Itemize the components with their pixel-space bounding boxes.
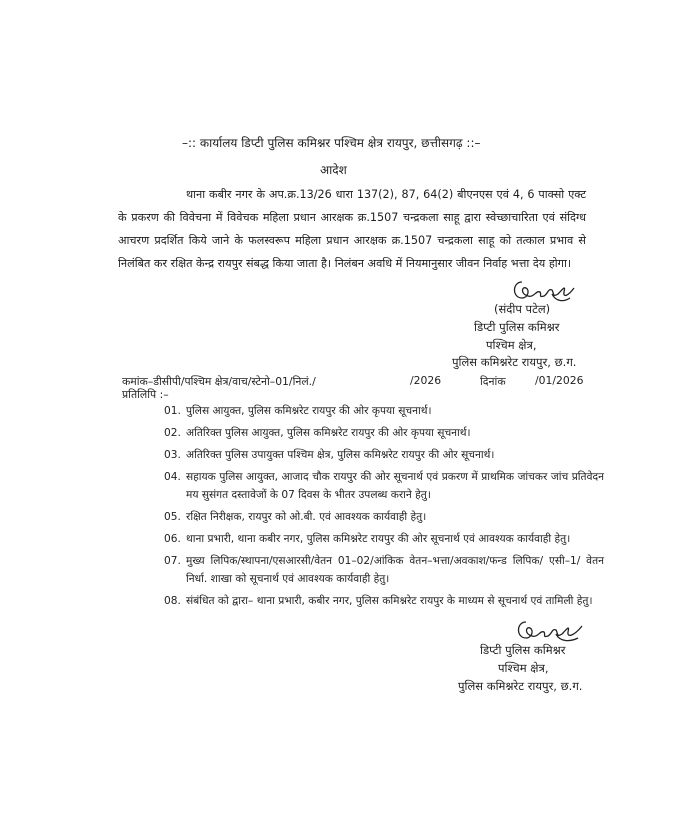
list-item — [164, 552, 604, 588]
list-item-number: 02. — [164, 427, 181, 439]
list-item-text: पुलिस आयुक्त, पुलिस कमिश्नरेट रायपुर की ओर कृपया सूचनार्थ। — [186, 405, 432, 417]
list-item — [164, 508, 604, 526]
list-item-text: मुख्य लिपिक/स्थापना/एसआरसी/वेतन 01–02/आंकिक वेतन–भत्ता/अवकाश/फन्ड लिपिक/ एसी–1/ वेतन निर्धा. शाखा को सूचनार्थ एवं आवश्यक कार्यवाही हेतु। — [186, 555, 604, 585]
list-item-number: 07. — [164, 555, 181, 567]
signatory-designation: डिप्टी पुलिस कमिश्नर — [474, 320, 560, 334]
reference-number: कमांक–डीसीपी/पश्चिम क्षेत्र/वाच/स्टेनो–01/निलं./ — [122, 375, 316, 388]
copy-to-label: प्रतिलिपि :– — [122, 388, 169, 401]
signatory-designation-2: डिप्टी पुलिस कमिश्नर — [480, 643, 566, 657]
list-item — [164, 402, 604, 420]
list-item — [164, 468, 604, 504]
signatory-area-2: पश्चिम क्षेत्र, — [498, 661, 549, 675]
list-item-number: 01. — [164, 405, 181, 417]
list-item-number: 06. — [164, 533, 181, 545]
list-item-number: 03. — [164, 449, 181, 461]
signatory-office: पुलिस कमिश्नरेट रायपुर, छ.ग. — [452, 355, 577, 369]
signatory-area: पश्चिम क्षेत्र, — [486, 338, 537, 352]
list-item-text: थाना प्रभारी, थाना कबीर नगर, पुलिस कमिश्नरेट रायपुर की ओर सूचनार्थ एवं आवश्यक कार्यवाही हेतु। — [186, 533, 571, 545]
copy-to-list — [164, 402, 604, 614]
order-label: आदेश — [320, 163, 347, 177]
list-item-number: 04. — [164, 471, 181, 483]
reference-date: /01/2026 — [535, 374, 584, 387]
list-item-text: संबंधित को द्वारा– थाना प्रभारी, कबीर नगर, पुलिस कमिश्नरेट रायपुर के माध्यम से सूचनार्थ एवं तामिली हेतु। — [186, 595, 593, 607]
signatory-name: (संदीप पटेल) — [494, 302, 551, 316]
list-item-text: अतिरिक्त पुलिस उपायुक्त पश्चिम क्षेत्र, पुलिस कमिश्नरेट रायपुर की ओर सूचनार्थ। — [186, 449, 495, 461]
signatory-office-2: पुलिस कमिश्नरेट रायपुर, छ.ग. — [458, 679, 583, 693]
signature-2-icon — [512, 614, 588, 646]
order-paragraph-text: थाना कबीर नगर के अप.क्र.13/26 धारा 137(2), 87, 64(2) बीएनएस एवं 4, 6 पाक्सो एक्ट के प्रकरण की विवेचना में विवेचक महिला प्रधान आरक्षक क्र.1507 चन्द्रकला साहू द्वारा स्वेच्छाचारिता एवं संदिग्ध आचरण प्रदर्शित किये जाने के फलस्वरूप महिला प्रधान आरक्षक क्र.1507 चन्द्रकला साहू को तत्काल प्रभाव से निलंबित कर रक्षित केन्द्र रायपुर संबद्ध किया जाता है। निलंबन अवधि में नियमानुसार जीवन निर्वाह भत्ता देय होगा। — [118, 188, 586, 270]
list-item-text: रक्षित निरीक्षक, रायपुर को ओ.बी. एवं आवश्यक कार्यवाही हेतु। — [186, 511, 427, 523]
list-item — [164, 446, 604, 464]
list-item — [164, 592, 604, 610]
list-item — [164, 530, 604, 548]
reference-year: /2026 — [410, 374, 442, 387]
date-label: दिनांक — [480, 375, 506, 388]
list-item-number: 08. — [164, 595, 181, 607]
list-item-text: अतिरिक्त पुलिस आयुक्त, पुलिस कमिश्नरेट रायपुर की ओर कृपया सूचनार्थ। — [186, 427, 471, 439]
list-item-text: सहायक पुलिस आयुक्त, आजाद चौक रायपुर की ओर सूचनार्थ एवं प्रकरण में प्राथमिक जांचकर जांच प्रतिवेदन मय सुसंगत दस्तावेजों के 07 दिवस के भीतर उपलब्ध कराने हेतु। — [186, 471, 604, 501]
list-item-number: 05. — [164, 511, 181, 523]
order-paragraph — [118, 183, 586, 275]
list-item — [164, 424, 604, 442]
office-heading: –:: कार्यालय डिप्टी पुलिस कमिश्नर पश्चिम क्षेत्र रायपुर, छत्तीसगढ़ ::– — [182, 136, 481, 150]
